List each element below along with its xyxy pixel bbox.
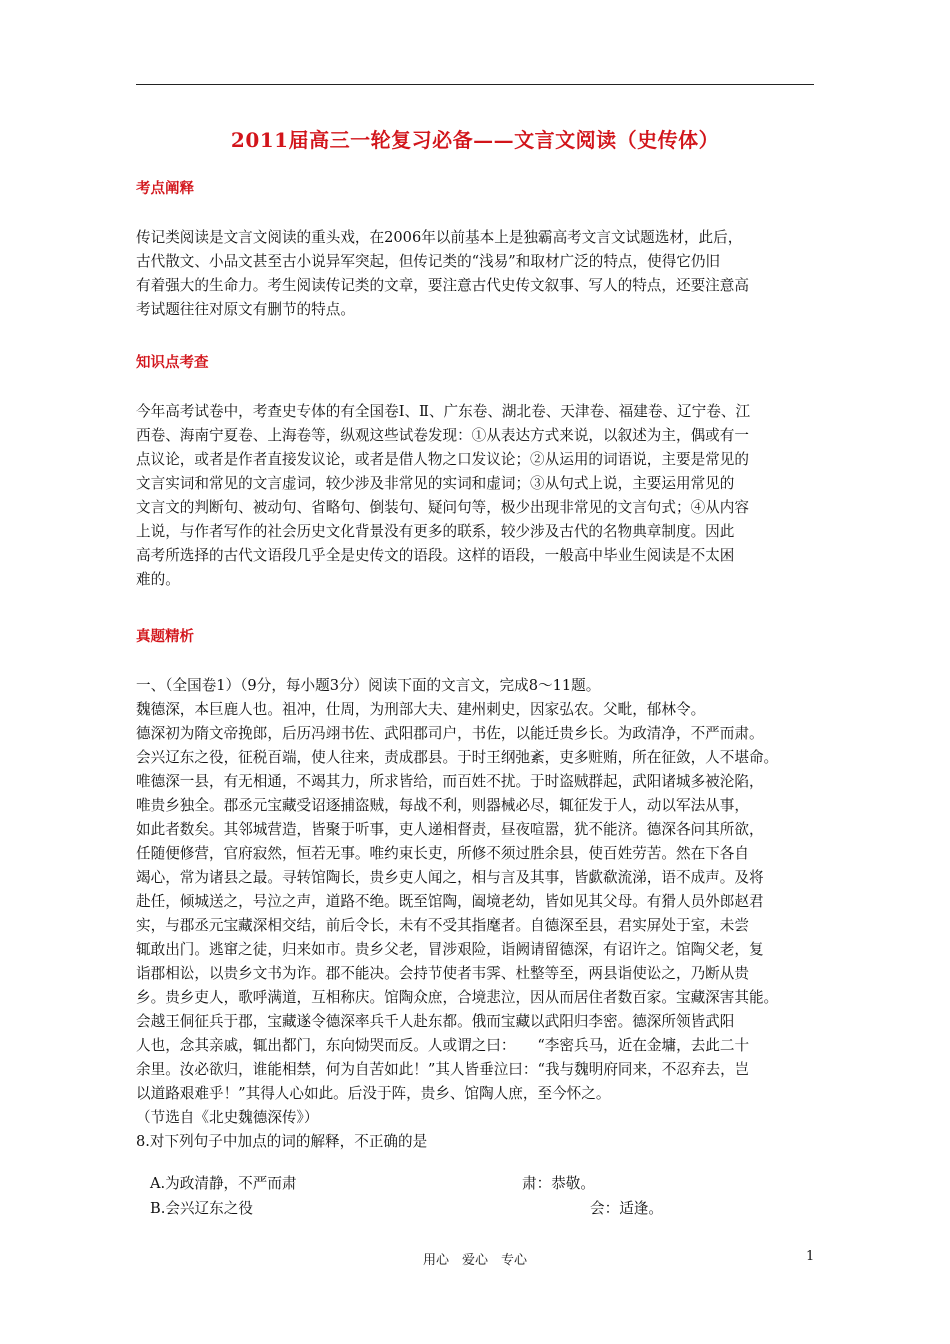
text-line: 文言实词和常见的文言虚词，较少涉及非常见的实词和虚词；③从句式上说，主要运用常见的 xyxy=(136,475,735,492)
text-line: 赴任，倾城送之，号泣之声，道路不绝。既至馆陶，阖境老幼，皆如见其父母。有猾人员外郎赵君 xyxy=(136,893,764,910)
text-line: 如此者数矣。其邻城营造，皆聚于听事，吏人递相督责，昼夜喧嚣，犹不能济。德深各问其所欲， xyxy=(136,821,764,838)
text-line: 唯德深一县，有无相通，不竭其力，所求皆给，而百姓不扰。于时盗贼群起，武阳诸城多被沦陷， xyxy=(136,773,764,790)
text-line: 乡。贵乡吏人，歌呼满道，互相称庆。馆陶众庶，合境悲泣，因从而居住者数百家。宝藏深害其能。 xyxy=(136,989,779,1006)
text-line: 上说，与作者写作的社会历史文化背景没有更多的联系，较少涉及古代的名物典章制度。因此 xyxy=(136,523,735,540)
section-body-kaodian xyxy=(136,226,816,322)
text-line: 今年高考试卷中，考查史专体的有全国卷Ⅰ、Ⅱ、广东卷、湖北卷、天津卷、福建卷、辽宁卷、江 xyxy=(136,403,751,420)
text-line: 考试题往往对原文有删节的特点。 xyxy=(136,301,355,318)
option-b-sentence: B.会兴辽东之役 xyxy=(150,1200,253,1217)
section-heading-zhishidian: 知识点考查 xyxy=(136,354,209,371)
text-line: 唯贵乡独全。郡丞元宝藏受诏逐捕盗贼，每战不利，则器械必尽，辄征发于人，动以军法从事， xyxy=(136,797,749,814)
text-line: 以道路艰难乎！”其得人心如此。后没于阵，贵乡、馆陶人庶，至今怀之。 xyxy=(136,1085,611,1102)
text-line: 点议论，或者是作者直接发议论，或者是借人物之口发议论；②从运用的词语说，主要是常见的 xyxy=(136,451,749,468)
text-line: 难的。 xyxy=(136,571,180,588)
option-a-explain: 肃：恭敬。 xyxy=(522,1175,595,1192)
text-line: 高考所选择的古代文语段几乎全是史传文的语段。这样的语段，一般高中毕业生阅读是不太困 xyxy=(136,547,735,564)
option-a-sentence: A.为政清静，不严而肃 xyxy=(150,1175,297,1192)
section-heading-kaodian: 考点阐释 xyxy=(136,180,194,197)
text-line: 会兴辽东之役，征税百端，使人往来，责成郡县。于时王纲弛紊，吏多赃贿，所在征敛，人不堪命。 xyxy=(136,749,779,766)
text-line: 人也，念其亲戚，辄出都门，东向恸哭而反。人或谓之曰： “李密兵马，近在金墉，去此二十 xyxy=(136,1037,750,1054)
option-b-explain: 会：适逢。 xyxy=(590,1200,663,1217)
text-line: （节选自《北史魏德深传》） xyxy=(136,1109,319,1126)
text-line: 西卷、海南宁夏卷、上海卷等，纵观这些试卷发现：①从表达方式来说，以叙述为主，偶或有一 xyxy=(136,427,749,444)
text-line: 文言文的判断句、被动句、省略句、倒装句、疑问句等，极少出现非常见的文言句式；④从内容 xyxy=(136,499,749,516)
text-line: 竭心，常为诸县之最。寻转馆陶长，贵乡吏人闻之，相与言及其事，皆歔欷流涕，语不成声。及将 xyxy=(136,869,764,886)
section-heading-zhenti: 真题精析 xyxy=(136,628,194,645)
section-body-zhenti xyxy=(136,674,816,1154)
page-footer: 用心 爱心 专心 xyxy=(422,1253,527,1268)
text-line: 古代散文、小品文甚至古小说异军突起，但传记类的“浅易”和取材广泛的特点，使得它仍旧 xyxy=(136,253,721,270)
section-body-zhishidian xyxy=(136,400,816,592)
text-line: 魏德深，本巨鹿人也。祖冲，仕周，为刑部大夫、建州刺史，因家弘农。父毗，郁林令。 xyxy=(136,701,706,718)
text-line: 余里。汝必欲归，谁能相禁，何为自苦如此！”其人皆垂泣曰：“我与魏明府同来，不忍弃去，岂 xyxy=(136,1061,750,1078)
text-line: 有着强大的生命力。考生阅读传记类的文章，要注意古代史传文叙事、写人的特点，还要注意高 xyxy=(136,277,749,294)
text-line: 一、（全国卷1）（9分，每小题3分）阅读下面的文言文，完成8～11题。 xyxy=(136,677,601,694)
text-line: 辄敢出门。逃窜之徒，归来如市。贵乡父老，冒涉艰险，诣阙请留德深，有诏许之。馆陶父老，复 xyxy=(136,941,764,958)
page-title: 2011届高三一轮复习必备——文言文阅读（史传体） xyxy=(230,128,720,152)
page-number: 1 xyxy=(806,1249,815,1264)
text-line: 会越王侗征兵于郡，宝藏遂令德深率兵千人赴东都。俄而宝藏以武阳归李密。德深所领皆武阳 xyxy=(136,1013,735,1030)
text-line: 实，与郡丞元宝藏深相交结，前后令长，未有不受其指麾者。自德深至县，君实屏处于室，未尝 xyxy=(136,917,749,934)
text-line: 德深初为隋文帝挽郎，后历冯翊书佐、武阳郡司户，书佐，以能迁贵乡长。为政清净，不严而肃。 xyxy=(136,725,764,742)
text-line: 任随便修营，官府寂然，恒若无事。唯约束长吏，所修不须过胜余县，使百姓劳苦。然在下各自 xyxy=(136,845,749,862)
text-line: 诣郡相讼，以贵乡文书为诈。郡不能决。会持节使者韦霁、杜整等至，两县诣使讼之，乃断从贵 xyxy=(136,965,749,982)
text-line: 8.对下列句子中加点的词的解释，不正确的是 xyxy=(136,1133,428,1150)
text-line: 传记类阅读是文言文阅读的重头戏，在2006年以前基本上是独霸高考文言文试题选材，此后， xyxy=(136,229,743,246)
header-rule xyxy=(136,84,814,85)
